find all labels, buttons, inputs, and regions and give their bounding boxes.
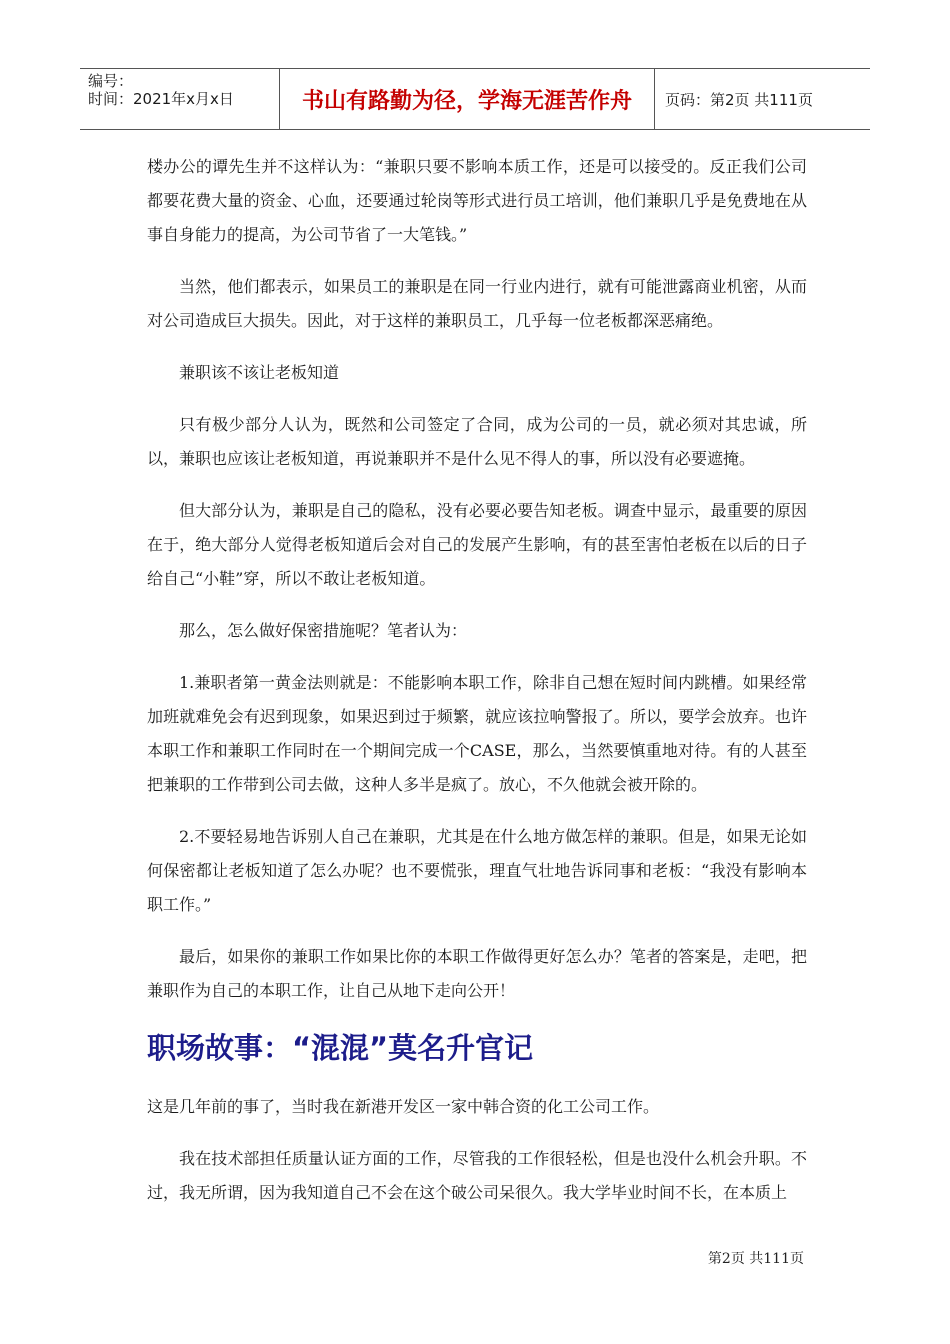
section-heading: 职场故事：“混混”莫名升官记 (147, 1031, 534, 1065)
paragraph: 那么，怎么做好保密措施呢？笔者认为： (179, 621, 468, 640)
paragraph: 最后，如果你的兼职工作如果比你的本职工作做得更好怎么办？笔者的答案是，走吧，把兼职作为自己的本职工作，让自己从地下走向公开！ (147, 947, 807, 1000)
document-number-label: 编号： (88, 72, 134, 90)
header-meta (80, 69, 280, 129)
header-motto: 书山有路勤为径，学海无涯苦作舟 (280, 69, 655, 129)
paragraph: 当然，他们都表示，如果员工的兼职是在同一行业内进行，就有可能泄露商业机密，从而对公司造成巨大损失。因此，对于这样的兼职员工，几乎每一位老板都深恶痛绝。 (147, 277, 807, 330)
subheading: 兼职该不该让老板知道 (179, 363, 340, 382)
paragraph: 这是几年前的事了，当时我在新港开发区一家中韩合资的化工公司工作。 (147, 1097, 660, 1116)
list-item: 2.不要轻易地告诉别人自己在兼职，尤其是在什么地方做怎样的兼职。但是，如果无论如何保密都让老板知道了怎么办呢？也不要慌张，理直气壮地告诉同事和老板：“我没有影响本职工作。” (147, 827, 807, 914)
header-page-number: 页码：第2页 共111页 (665, 90, 813, 109)
document-date: 时间：2021年x月x日 (88, 90, 234, 108)
list-item: 1.兼职者第一黄金法则就是：不能影响本职工作，除非自己想在短时间内跳槽。如果经常加班就难免会有迟到现象，如果迟到过于频繁，就应该拉响警报了。所以，要学会放弃。也许本职工作和兼职工作同时在一个期间完成一个CASE，那么，当然要慎重地对待。有的人甚至把兼职的工作带到公司去做，这种人多半是疯了。放心，不久他就会被开除的。 (147, 673, 807, 794)
paragraph: 我在技术部担任质量认证方面的工作，尽管我的工作很轻松，但是也没什么机会升职。不过，我无所谓，因为我知道自己不会在这个破公司呆很久。我大学毕业时间不长，在本质上 (147, 1149, 807, 1202)
document-body (147, 150, 807, 1228)
paragraph: 只有极少部分人认为，既然和公司签定了合同，成为公司的一员，就必须对其忠诚，所以，兼职也应该让老板知道，再说兼职并不是什么见不得人的事，所以没有必要遮掩。 (147, 415, 807, 468)
paragraph: 但大部分认为，兼职是自己的隐私，没有必要必要告知老板。调查中显示，最重要的原因在于，绝大部分人觉得老板知道后会对自己的发展产生影响，有的甚至害怕老板在以后的日子给自己“小鞋”穿，所以不敢让老板知道。 (147, 501, 807, 588)
paragraph: 楼办公的谭先生并不这样认为：“兼职只要不影响本质工作，还是可以接受的。反正我们公司都要花费大量的资金、心血，还要通过轮岗等形式进行员工培训，他们兼职几乎是免费地在从事自身能力的提高，为公司节省了一大笔钱。” (147, 157, 807, 244)
page-header (80, 68, 870, 130)
page-footer: 第2页 共111页 (707, 1251, 804, 1267)
